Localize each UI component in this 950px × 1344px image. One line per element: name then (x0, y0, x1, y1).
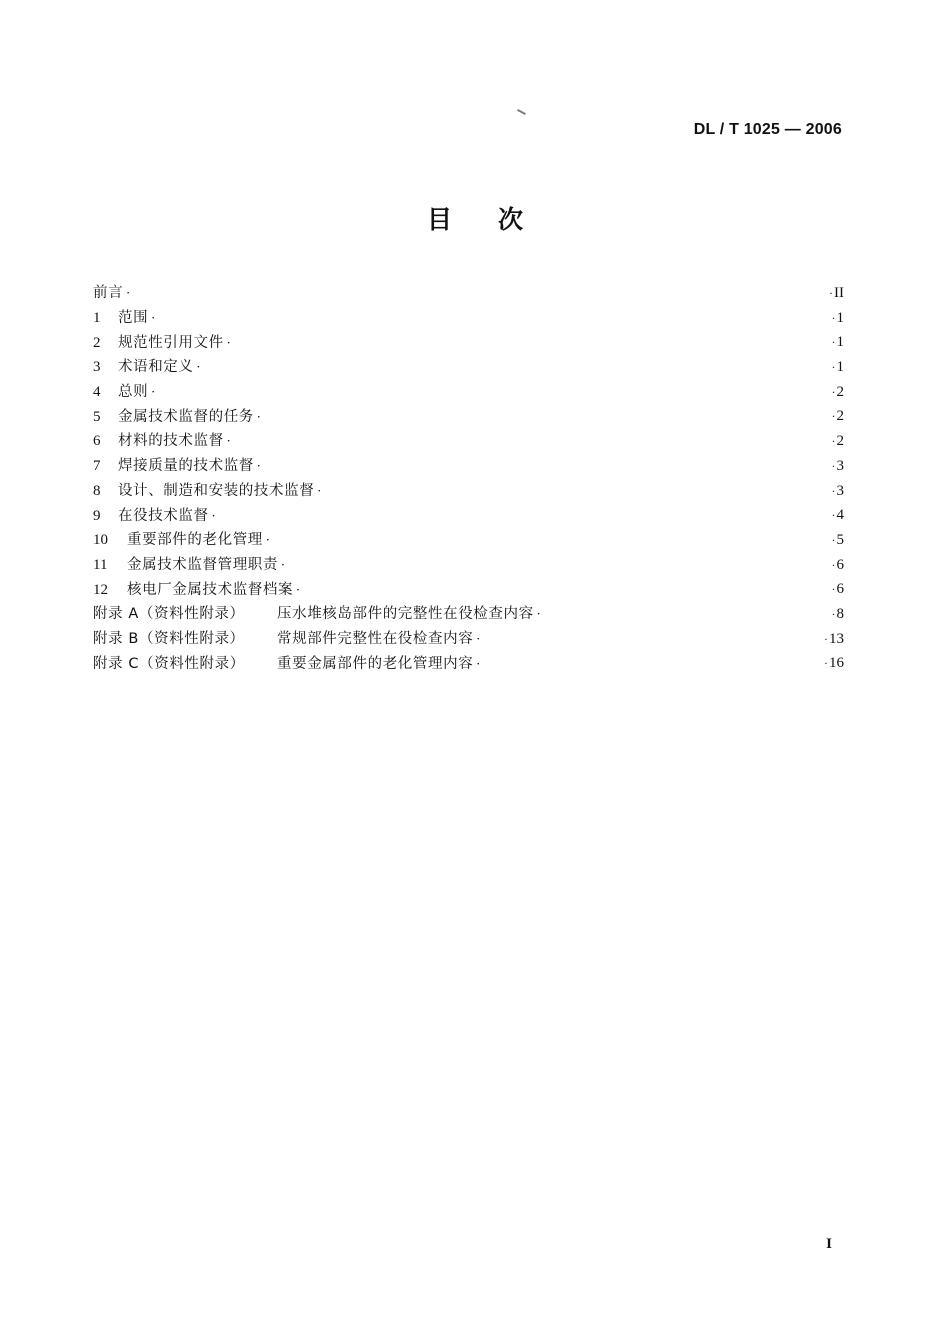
toc-entry-text: 在役技术监督 (118, 507, 209, 524)
toc-entry-number: 4 (93, 384, 101, 401)
toc-entry-text: 金属技术监督的任务 (118, 408, 254, 425)
toc-entry-4[interactable] (93, 380, 844, 405)
toc-entry-page: · 2 (832, 380, 845, 404)
toc-entry-label (93, 405, 261, 429)
toc-entry-page: · 2 (832, 404, 845, 428)
toc-entry-text: 范围 (118, 310, 149, 327)
toc-entry-10[interactable] (93, 528, 844, 553)
toc-entry-number: 8 (93, 482, 101, 499)
toc-entry-page: · 16 (824, 651, 844, 675)
toc-entry-number: 6 (93, 433, 101, 450)
leader-dot: · (476, 656, 481, 671)
leader-dot: · (256, 409, 261, 424)
leader-dot: · (151, 311, 156, 326)
toc-entry-page: · 1 (832, 306, 845, 330)
toc-entry-number: 2 (93, 334, 101, 351)
toc-entry-1[interactable] (93, 306, 844, 331)
toc-entry-page: · 3 (832, 479, 845, 503)
toc-entry-number: 7 (93, 458, 101, 475)
toc-entry-11[interactable] (93, 553, 844, 578)
toc-entry-label (93, 479, 321, 503)
toc-entry-label (93, 553, 285, 577)
toc-entry-page: · 1 (832, 355, 845, 379)
standard-number: DL / T 1025 — 2006 (693, 121, 842, 138)
toc-entry-7[interactable] (93, 454, 844, 479)
leader-dot: · (265, 533, 270, 548)
toc-entry-text: 压水堆核岛部件的完整性在役检查内容 (277, 606, 534, 623)
toc-entry-label (93, 627, 480, 651)
toc-entry-text: 设计、制造和安装的技术监督 (118, 482, 315, 499)
toc-entry-number: 5 (93, 408, 101, 425)
toc-entry-text: 常规部件完整性在役检查内容 (277, 630, 474, 647)
leader-dot: · (196, 360, 201, 375)
toc-entry-label (93, 380, 155, 404)
toc-entry-label (93, 306, 155, 330)
toc-entry-label (93, 528, 270, 552)
leader-dot: · (317, 483, 322, 498)
toc-entry-text: 材料的技术监督 (118, 433, 224, 450)
leader-dot: · (256, 459, 261, 474)
toc-entry-text: 重要部件的老化管理 (127, 532, 263, 549)
toc-entry-page: · 6 (832, 553, 845, 577)
footer-page-number: I (826, 1236, 832, 1252)
toc-entry-number: 10 (93, 532, 108, 549)
toc-entry-number: 1 (93, 310, 101, 327)
toc-entry-label (93, 578, 300, 602)
toc-entry-5[interactable] (93, 404, 844, 429)
toc-entry-page: · 1 (832, 330, 845, 354)
toc-entry-appendix-b[interactable] (93, 627, 844, 652)
toc-entry-number: 11 (93, 556, 108, 573)
toc-entry-text: 重要金属部件的老化管理内容 (277, 655, 474, 672)
toc-entry-label (93, 429, 231, 453)
toc-entry-9[interactable] (93, 503, 844, 528)
table-of-contents (93, 281, 844, 676)
appendix-tag: 附录 B（资料性附录） (93, 630, 245, 647)
leader-dot: · (151, 385, 156, 400)
toc-entry-appendix-a[interactable] (93, 602, 844, 627)
toc-entry-12[interactable] (93, 577, 844, 602)
toc-entry-label (93, 355, 200, 379)
scan-speck (517, 109, 526, 115)
toc-entry-text: 前言 (93, 285, 124, 302)
leader-dot: · (211, 508, 216, 523)
leader-dot: · (126, 286, 131, 301)
toc-entry-text: 术语和定义 (118, 359, 194, 376)
toc-entry-6[interactable] (93, 429, 844, 454)
toc-entry-page: · 4 (832, 503, 845, 527)
toc-entry-page: · 13 (824, 627, 844, 651)
leader-dot: · (226, 335, 231, 350)
toc-entry-label (93, 331, 231, 355)
toc-entry-page: · 3 (832, 454, 845, 478)
leader-dot: · (536, 607, 541, 622)
leader-dot: · (281, 557, 285, 572)
toc-entry-8[interactable] (93, 479, 844, 504)
toc-entry-text: 金属技术监督管理职责 (127, 556, 278, 573)
toc-entry-page: · II (829, 281, 844, 305)
toc-entry-label (93, 602, 541, 626)
toc-entry-label (93, 504, 215, 528)
toc-entry-page: · 8 (832, 602, 845, 626)
toc-entry-label (93, 281, 130, 305)
toc-entry-label (93, 652, 480, 676)
toc-entry-page: · 5 (832, 528, 845, 552)
toc-entry-appendix-c[interactable] (93, 651, 844, 676)
toc-entry-number: 9 (93, 507, 101, 524)
toc-entry-foreword[interactable] (93, 281, 844, 306)
toc-entry-text: 总则 (118, 384, 149, 401)
appendix-tag: 附录 A（资料性附录） (93, 606, 245, 623)
leader-dot: · (476, 631, 481, 646)
toc-entry-label (93, 454, 261, 478)
appendix-tag: 附录 C（资料性附录） (93, 655, 245, 672)
leader-dot: · (296, 582, 300, 597)
toc-entry-number: 12 (93, 581, 108, 598)
toc-entry-3[interactable] (93, 355, 844, 380)
toc-entry-page: · 6 (832, 577, 845, 601)
toc-entry-2[interactable] (93, 330, 844, 355)
toc-entry-number: 3 (93, 359, 101, 376)
toc-entry-page: · 2 (832, 429, 845, 453)
toc-entry-text: 焊接质量的技术监督 (118, 458, 254, 475)
toc-entry-text: 核电厂金属技术监督档案 (127, 581, 294, 598)
leader-dot: · (226, 434, 231, 449)
page-title: 目次 (426, 205, 569, 234)
toc-entry-text: 规范性引用文件 (118, 334, 224, 351)
